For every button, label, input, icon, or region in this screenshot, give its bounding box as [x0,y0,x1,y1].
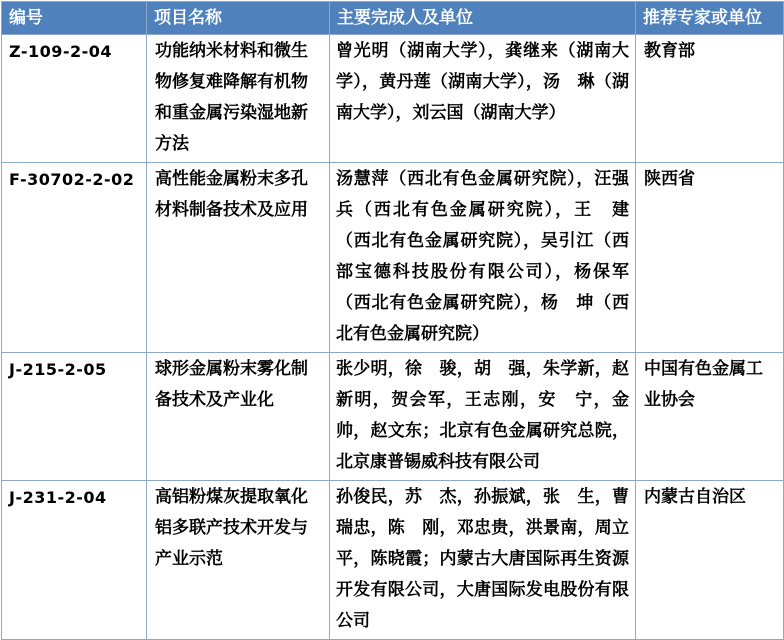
cell-code: J-231-2-04 [2,481,147,640]
cell-people: 汤慧萍（西北有色金属研究院），汪强兵（西北有色金属研究院），王 建（西北有色金属研究院），吴引江（西部宝德科技股份有限公司），杨保军（西北有色金属研究院），杨 坤（西北有色金属研究院） [330,163,636,353]
cell-people: 曾光明（湖南大学），龚继来（湖南大学），黄丹莲（湖南大学），汤 琳（湖南大学），刘云国（湖南大学） [330,35,636,163]
award-table [1,1,784,640]
cell-code: Z-109-2-04 [2,35,147,163]
cell-code: F-30702-2-02 [2,163,147,353]
cell-recommender: 中国有色金属工业协会 [636,353,784,481]
table-row [2,163,784,353]
table-row [2,353,784,481]
cell-recommender: 内蒙古自治区 [636,481,784,640]
cell-people: 张少明，徐 骏，胡 强，朱学新，赵新明，贺会军，王志刚，安 宁，金 帅，赵文东；北京有色金属研究总院，北京康普锡威科技有限公司 [330,353,636,481]
header-project: 项目名称 [147,2,330,35]
cell-recommender: 教育部 [636,35,784,163]
header-row [2,2,784,35]
header-recommender: 推荐专家或单位 [636,2,784,35]
cell-project: 球形金属粉末雾化制备技术及产业化 [147,353,330,481]
header-code: 编号 [2,2,147,35]
cell-project: 高性能金属粉末多孔材料制备技术及应用 [147,163,330,353]
cell-project: 功能纳米材料和微生物修复难降解有机物和重金属污染湿地新方法 [147,35,330,163]
table-body [2,35,784,640]
cell-recommender: 陕西省 [636,163,784,353]
table-row [2,481,784,640]
table-header [2,2,784,35]
header-people: 主要完成人及单位 [330,2,636,35]
cell-people: 孙俊民，苏 杰，孙振斌，张 生，曹瑞忠，陈 刚，邓忠贵，洪景南，周立平，陈晓霞；内蒙古大唐国际再生资源开发有限公司，大唐国际发电股份有限公司 [330,481,636,640]
cell-code: J-215-2-05 [2,353,147,481]
table-row [2,35,784,163]
cell-project: 高铝粉煤灰提取氧化铝多联产技术开发与产业示范 [147,481,330,640]
